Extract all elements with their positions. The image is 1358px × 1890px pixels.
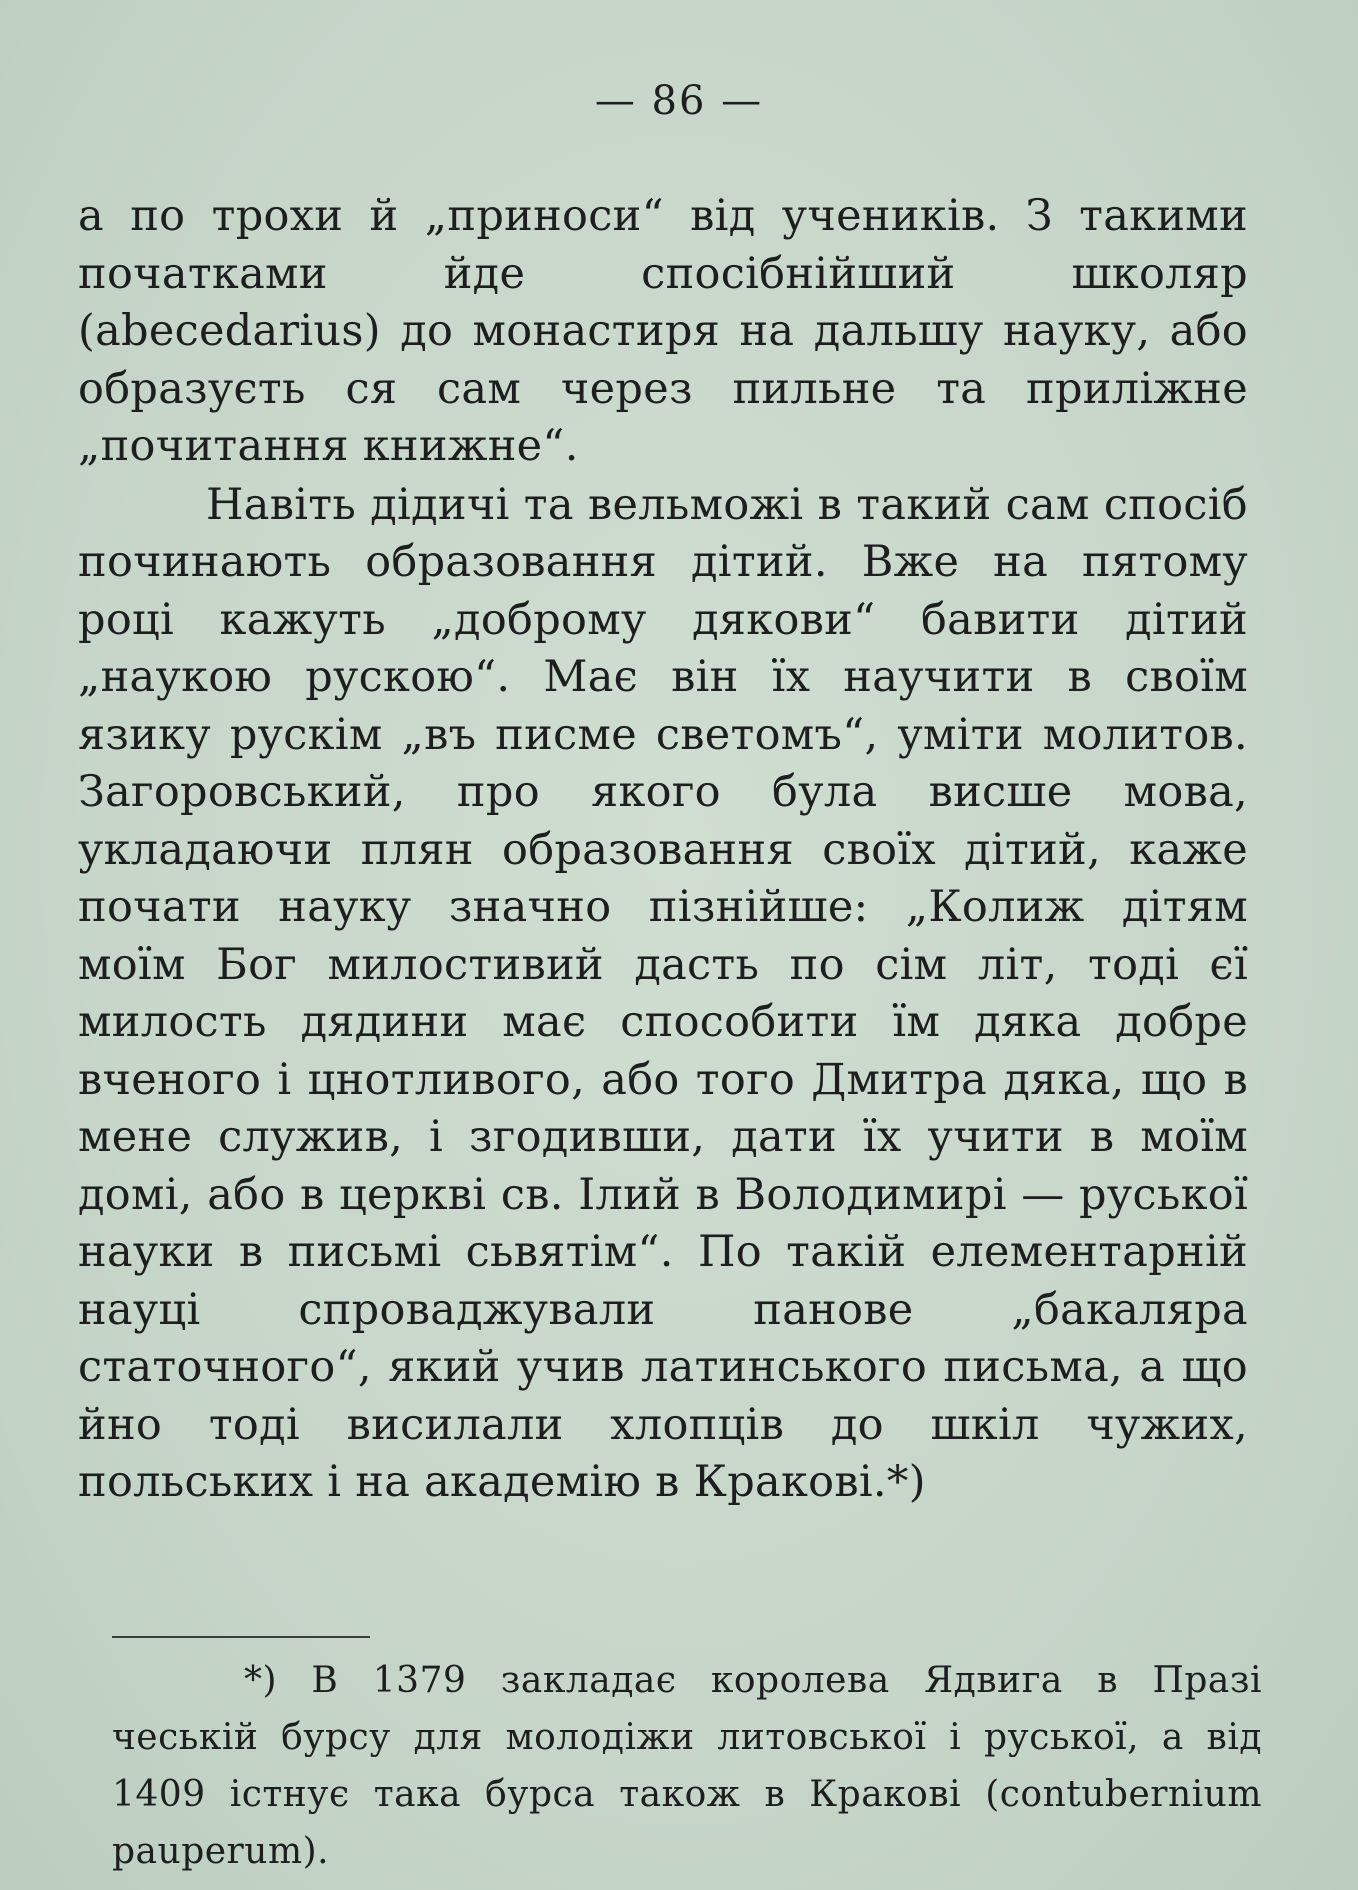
paragraph-2: Навіть дідичі та вельможі в такий сам спосіб починають образовання дітий. Вже на пятому році кажуть „доброму дякови“ бавити дітий „наукою рускою“. Має він їх научити в своїм язику рускім „въ писме светомъ“, уміти молитов. Загоровський, про якого була висше мова, укладаючи плян образовання своїх дітий, каже почати науку значно пізнійше: „Колиж дітям моїм Бог милостивий дасть по сім літ, тоді єї милость дядини має способити їм дяка добре вченого і цнотливого, або того Дмитра дяка, що в мене служив, і згодивши, дати їх учити в моїм домі, або в церкві св. Ілий в Володимирі — руської науки в письмі сьвятім“. По такій елементарній науці спроваджували панове „бакаляра статочного“, який учив латинського письма, а що йно тоді висилали хлопців до шкіл чужих, польських і на академію в Кракові.*) — [78, 479, 1248, 1507]
footnote: *) В 1379 закладає королева Ядвига в Празі чеській бурсу для молодіжи литовської і руської, а від 1409 істнує така бурса також в Кракові (contubernium pauperum). — [112, 1660, 1262, 1872]
body-text — [78, 188, 1248, 1512]
page-number: — 86 — — [594, 78, 764, 124]
footnote-divider — [112, 1636, 370, 1638]
paragraph-1: а по трохи й „приноси“ від учеників. З такими початками йде спосібнійший школяр (abecedarius) до монастиря на дальшу науку, або образуєть ся сам через пильне та приліжне „почитання книжне“. — [78, 191, 1248, 471]
